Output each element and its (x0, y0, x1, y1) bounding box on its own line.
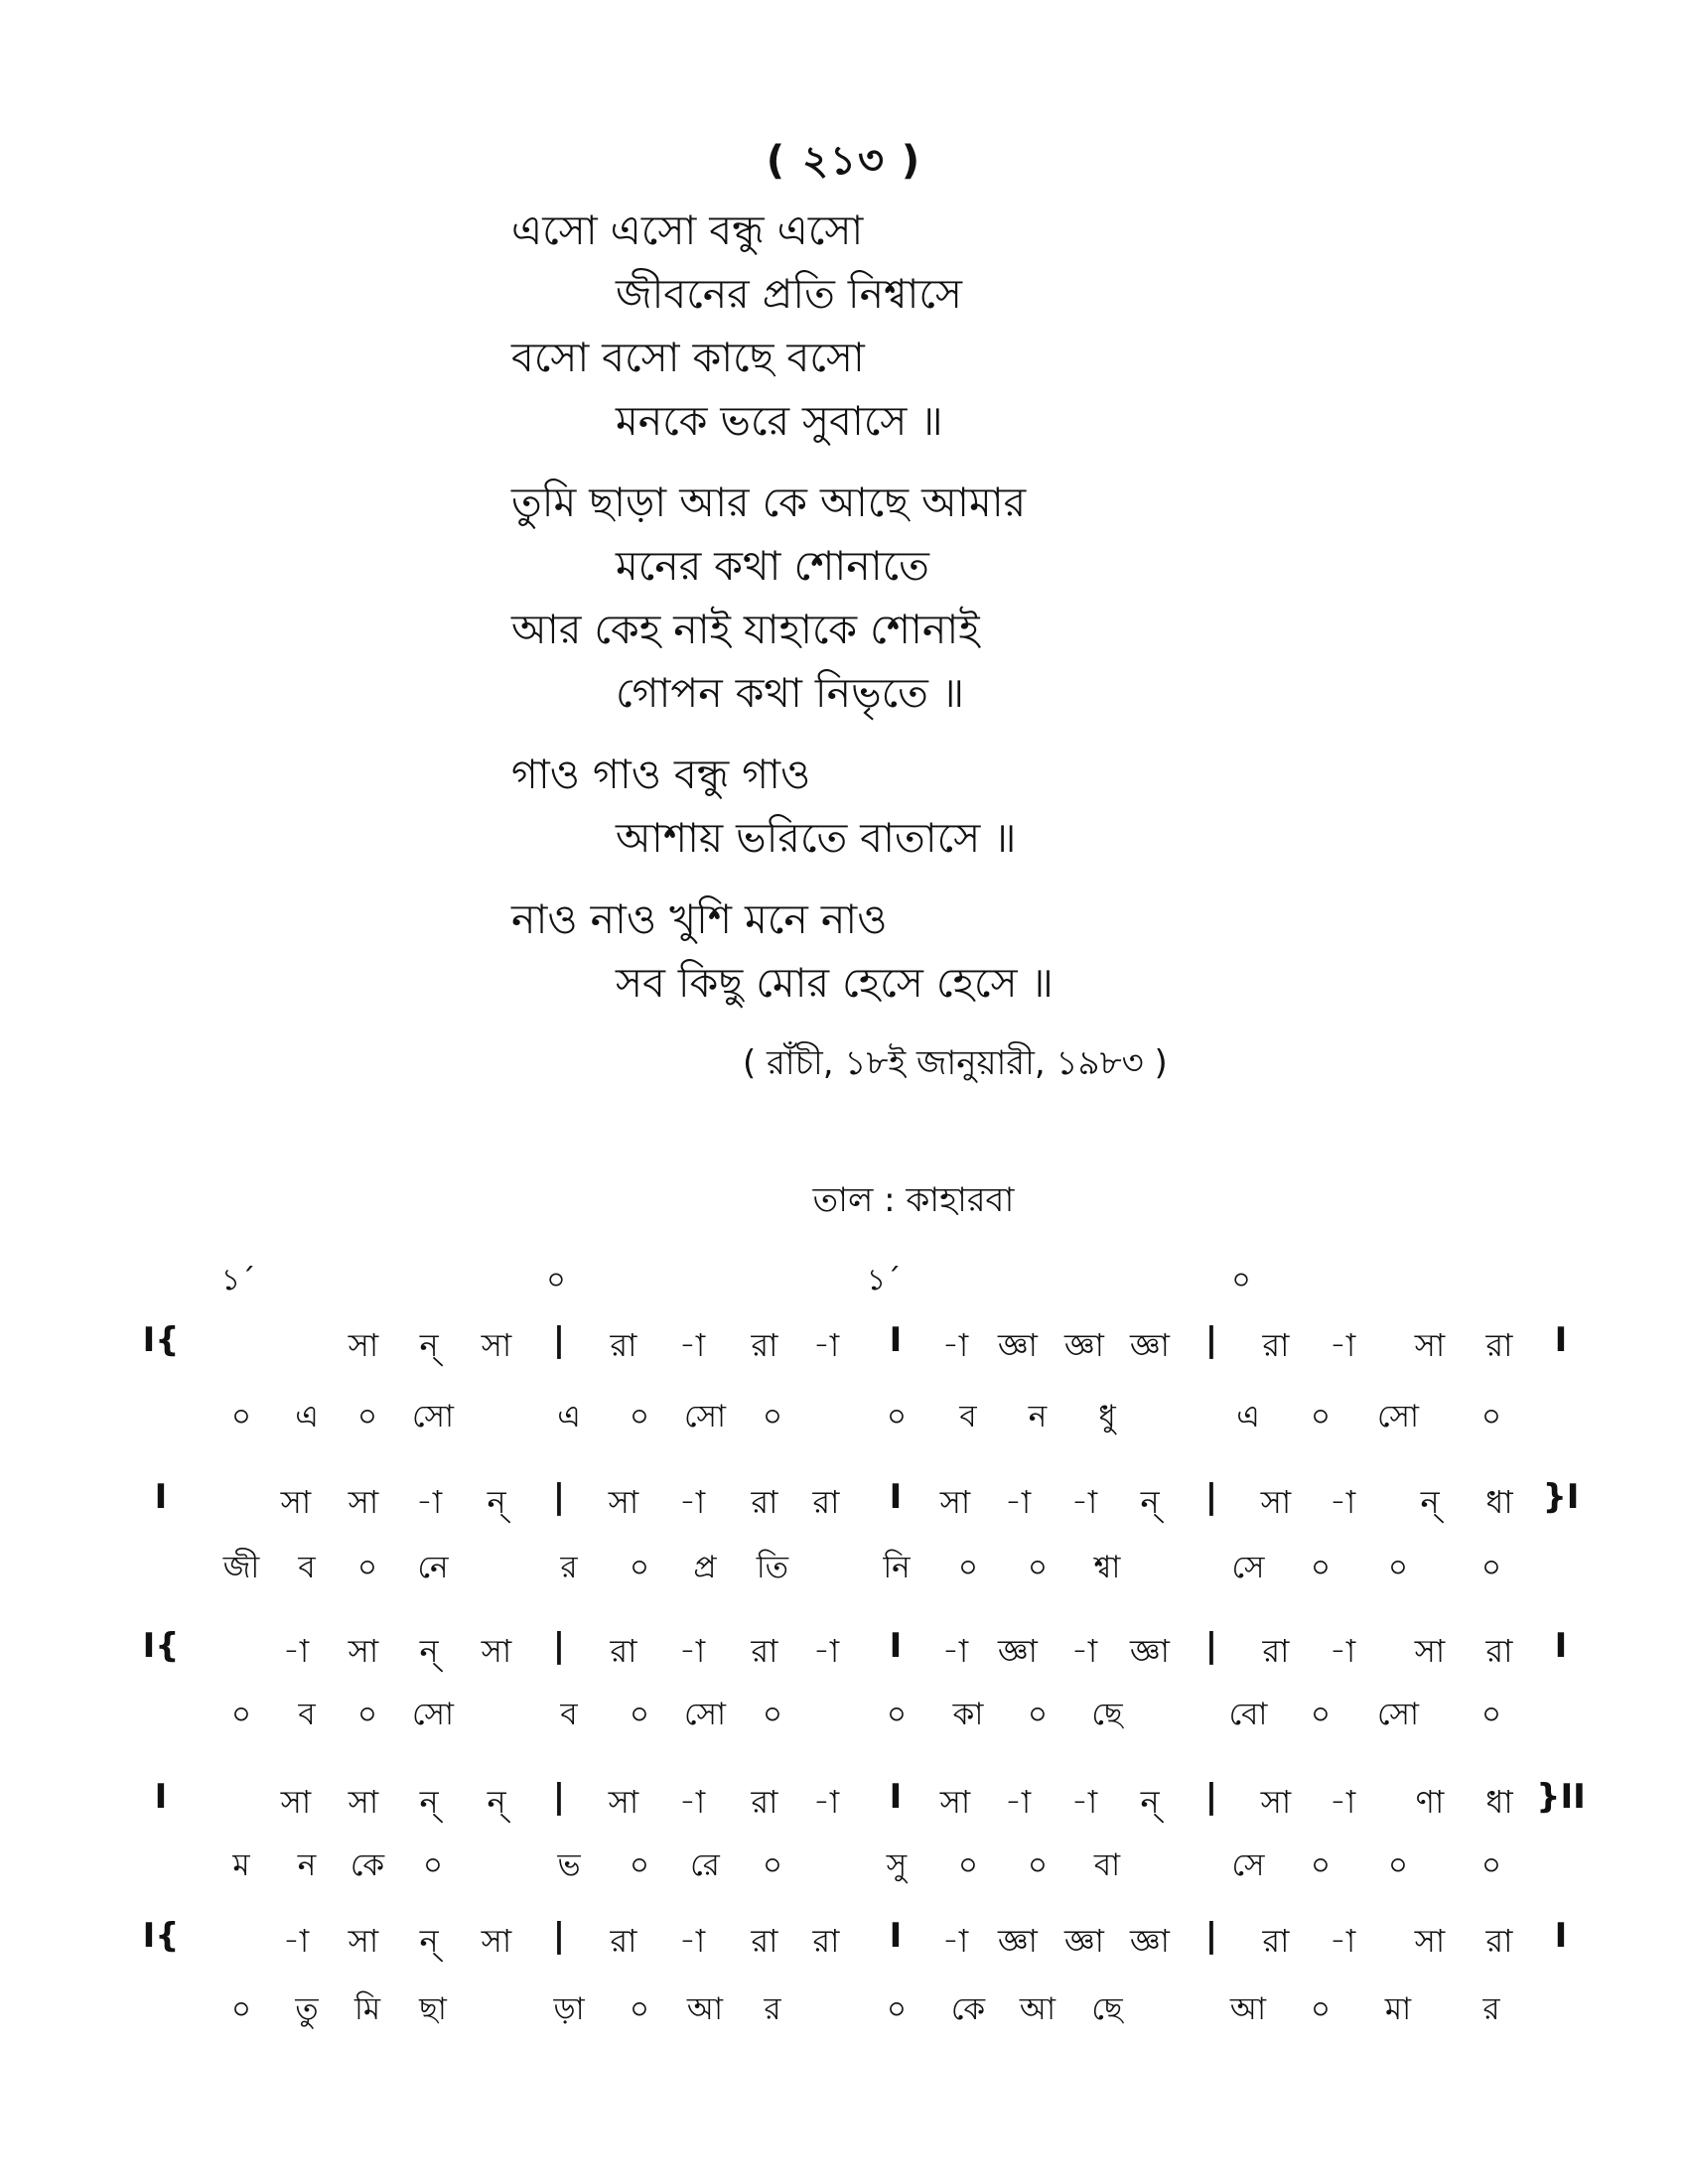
lyric-syllable: ০ (1310, 1991, 1332, 2027)
swara-note: -া (415, 1483, 443, 1521)
swara-note: -া (1070, 1632, 1098, 1670)
swara-note: ন্ (419, 1326, 439, 1364)
swara-note: সা (481, 1326, 512, 1364)
lyric-syllable: র (560, 1550, 578, 1585)
lyric-syllable: ০ (762, 1697, 783, 1732)
lyric-syllable: কা (952, 1697, 984, 1732)
lyric-syllable: ড়া (553, 1991, 585, 2027)
swara-note: সা (608, 1783, 639, 1821)
swara-note: ন্ (487, 1783, 506, 1821)
barline: | (1204, 1777, 1218, 1817)
swara-note: রা (1262, 1632, 1290, 1670)
barline: | (552, 1916, 566, 1956)
swara-note: জ্ঞা (1064, 1326, 1104, 1364)
swara-note: সা (1414, 1632, 1446, 1670)
swara-note: রা (751, 1632, 778, 1670)
lyric-syllable: ব (298, 1550, 316, 1585)
barline: I (1554, 1626, 1568, 1666)
barline: I (889, 1777, 903, 1817)
lyric-syllable: ০ (1387, 1847, 1409, 1883)
barline: I (889, 1916, 903, 1956)
swara-note: সা (280, 1783, 312, 1821)
lyric-syllable: ০ (1480, 1399, 1502, 1434)
dateline: ( রাঁচী, ১৮ই জানুয়ারী, ১৯৮৩ ) (743, 1043, 1168, 1083)
swara-note: -া (678, 1632, 706, 1670)
lyric-syllable: ০ (230, 1399, 252, 1434)
lyric-syllable: ০ (1310, 1847, 1332, 1883)
taal-heading (0, 1174, 1489, 1231)
lyric-syllable: প্র (693, 1550, 717, 1585)
lyric-syllable: সো (1376, 1399, 1420, 1434)
swara-note: ধা (1485, 1483, 1513, 1521)
lyric-syllable: শ্বা (1093, 1550, 1121, 1585)
lyric-syllable: তি (756, 1550, 789, 1585)
barline: | (1204, 1477, 1218, 1517)
stanza (511, 471, 1504, 725)
lyric-syllable: র (1482, 1991, 1500, 2027)
swara-note: সা (608, 1483, 639, 1521)
lyric-syllable: সু (886, 1847, 908, 1883)
swara-note: -া (1329, 1483, 1356, 1521)
lyric-syllable: ম (232, 1847, 250, 1883)
lyric-syllable: ০ (886, 1399, 908, 1434)
swara-note: -া (812, 1632, 840, 1670)
lyric-syllable: এ (557, 1399, 581, 1434)
lyric-syllable: ন (1028, 1399, 1048, 1434)
lyric-syllable: ০ (1480, 1697, 1502, 1732)
lyric-syllable: জী (222, 1550, 260, 1585)
poem-line: মনকে ভরে সুবাসে ॥ (616, 397, 943, 445)
lyric-syllable: র (764, 1991, 781, 2027)
barline: | (552, 1320, 566, 1360)
swara-note: সা (1260, 1783, 1292, 1821)
swara-note: জ্ঞা (1130, 1922, 1170, 1960)
lyric-syllable: ০ (1310, 1399, 1332, 1434)
poem-line: নাও নাও খুশি মনে নাও (511, 895, 888, 943)
beat-marker: ০ (546, 1263, 566, 1297)
lyric-syllable: তু (295, 1991, 319, 2027)
swara-note: ধা (1485, 1783, 1513, 1821)
swara-note: -া (941, 1922, 969, 1960)
swara-note: ন্ (487, 1483, 506, 1521)
lyric-syllable: সো (1376, 1697, 1420, 1732)
lyric-syllable: ০ (230, 1991, 252, 2027)
lyric-syllable: রে (690, 1847, 720, 1883)
page-number: ( ২১৩ ) (766, 138, 922, 184)
barline: I{ (142, 1916, 180, 1956)
swara-note: ন্ (1420, 1483, 1440, 1521)
lyric-syllable: এ (295, 1399, 319, 1434)
stanza (511, 743, 1504, 870)
swara-note: ন্ (1140, 1783, 1160, 1821)
lyric-syllable: ০ (957, 1847, 979, 1883)
barline: I (154, 1777, 168, 1817)
swara-note: রা (1262, 1326, 1290, 1364)
barline: }I (1542, 1477, 1580, 1517)
swara-note: সা (1414, 1326, 1446, 1364)
lyric-syllable: ০ (1027, 1847, 1049, 1883)
taal-label: তাল : কাহারবা (812, 1180, 1015, 1220)
lyric-syllable: ছে (1091, 1991, 1123, 2027)
lyric-syllable: নি (883, 1550, 911, 1585)
lyric-syllable: ০ (356, 1697, 378, 1732)
swara-note: রা (812, 1922, 840, 1960)
swara-note: সা (348, 1783, 379, 1821)
lyric-syllable: আ (686, 1991, 724, 2027)
swara-note: -া (282, 1922, 310, 1960)
lyric-syllable: ধু (1098, 1399, 1116, 1434)
lyric-syllable: ব (560, 1697, 578, 1732)
lyric-syllable: ব (959, 1399, 977, 1434)
lyric-syllable: ০ (356, 1550, 378, 1585)
swara-note: রা (751, 1326, 778, 1364)
swara-note: রা (1485, 1632, 1513, 1670)
lyric-syllable: ০ (886, 1991, 908, 2027)
swara-note: জ্ঞা (1130, 1632, 1170, 1670)
swara-note: -া (678, 1783, 706, 1821)
poem-line: আশায় ভরিতে বাতাসে ॥ (616, 814, 1017, 862)
lyric-syllable: আ (1019, 1991, 1056, 2027)
poem-line: বসো বসো কাছে বসো (511, 334, 865, 381)
swara-note: সা (1414, 1922, 1446, 1960)
swara-note: রা (610, 1326, 637, 1364)
barline: I (154, 1477, 168, 1517)
swara-note: সা (348, 1326, 379, 1364)
lyric-syllable: ০ (1387, 1550, 1409, 1585)
poem-line: গাও গাও বন্ধু গাও (511, 751, 811, 798)
barline: | (552, 1777, 566, 1817)
swara-note: সা (348, 1922, 379, 1960)
beat-marker: ০ (1231, 1263, 1251, 1297)
lyric-syllable: এ (1236, 1399, 1260, 1434)
lyric-syllable: মা (1384, 1991, 1412, 2027)
lyric-syllable: ০ (230, 1697, 252, 1732)
swara-note: সা (481, 1632, 512, 1670)
swara-note: সা (939, 1483, 971, 1521)
swara-note: রা (610, 1922, 637, 1960)
barline: | (1204, 1320, 1218, 1360)
barline: I (889, 1477, 903, 1517)
lyric-syllable: ০ (629, 1550, 650, 1585)
lyric-syllable: ছা (419, 1991, 447, 2027)
lyric-syllable: ০ (629, 1991, 650, 2027)
swara-note: ন্ (419, 1922, 439, 1960)
lyric-syllable: ০ (629, 1847, 650, 1883)
swara-note: ন্ (419, 1632, 439, 1670)
poem-line: তুমি ছাড়া আর কে আছে আমার (511, 478, 1027, 526)
poem-line: সব কিছু মোর হেসে হেসে ॥ (616, 959, 1054, 1007)
barline: I (889, 1320, 903, 1360)
lyric-syllable: ভ (557, 1847, 581, 1883)
lyric-syllable: মি (353, 1991, 381, 2027)
barline: I (1554, 1916, 1568, 1956)
barline: I (1554, 1320, 1568, 1360)
swara-note: -া (812, 1326, 840, 1364)
poem-line: এসো এসো বন্ধু এসো (511, 206, 864, 254)
lyric-syllable: ০ (1027, 1550, 1049, 1585)
poem-line: মনের কথা শোনাতে (616, 542, 929, 590)
lyric-syllable: সো (411, 1697, 455, 1732)
swara-note: সা (939, 1783, 971, 1821)
barline: I{ (142, 1626, 180, 1666)
lyric-syllable: ০ (1480, 1550, 1502, 1585)
swara-note: -া (678, 1326, 706, 1364)
beat-marker: ১´ (866, 1263, 902, 1297)
barline: | (552, 1477, 566, 1517)
swara-note: জ্ঞা (998, 1922, 1038, 1960)
swara-note: সা (1260, 1483, 1292, 1521)
lyric-syllable: ০ (886, 1697, 908, 1732)
barline: | (1204, 1626, 1218, 1666)
swara-note: রা (751, 1783, 778, 1821)
swara-note: -া (1070, 1783, 1098, 1821)
barline: | (552, 1626, 566, 1666)
swara-note: ন্ (1140, 1483, 1160, 1521)
lyric-syllable: ০ (629, 1399, 650, 1434)
swara-note: -া (1070, 1483, 1098, 1521)
lyric-syllable: আ (1229, 1991, 1267, 2027)
poem-line: আর কেহ নাই যাহাকে শোনাই (511, 606, 980, 653)
lyric-syllable: ০ (1480, 1847, 1502, 1883)
swara-note: ন্ (419, 1783, 439, 1821)
lyric-syllable: ০ (356, 1399, 378, 1434)
swara-note: জ্ঞা (1064, 1922, 1104, 1960)
barline: }II (1536, 1777, 1586, 1817)
swara-note: -া (1329, 1922, 1356, 1960)
swara-note: -া (1004, 1783, 1032, 1821)
lyric-syllable: ছে (1091, 1697, 1123, 1732)
lyric-syllable: কে (950, 1991, 986, 2027)
lyric-syllable: ন (297, 1847, 317, 1883)
barline: | (1204, 1916, 1218, 1956)
swara-note: -া (678, 1483, 706, 1521)
lyric-syllable: ০ (1310, 1550, 1332, 1585)
stanza (511, 887, 1504, 1015)
lyric-syllable: ০ (1310, 1697, 1332, 1732)
lyric-syllable: ০ (762, 1399, 783, 1434)
swara-note: সা (348, 1483, 379, 1521)
swara-note: -া (282, 1632, 310, 1670)
swara-note: -া (1004, 1483, 1032, 1521)
lyric-syllable: ব (298, 1697, 316, 1732)
lyric-syllable: ০ (629, 1697, 650, 1732)
swara-note: -া (812, 1783, 840, 1821)
swara-note: রা (812, 1483, 840, 1521)
swara-note: -া (1329, 1783, 1356, 1821)
swara-note: ণা (1415, 1783, 1445, 1821)
swara-note: -া (1329, 1632, 1356, 1670)
swara-note: রা (610, 1632, 637, 1670)
swara-note: রা (751, 1483, 778, 1521)
lyric-syllable: ০ (1027, 1697, 1049, 1732)
lyric-syllable: বা (1093, 1847, 1121, 1883)
swara-note: -া (941, 1632, 969, 1670)
lyric-syllable: নে (417, 1550, 449, 1585)
lyric-syllable: ০ (957, 1550, 979, 1585)
barline: I{ (142, 1320, 180, 1360)
lyric-syllable: সে (1231, 1847, 1265, 1883)
beat-marker: ১´ (220, 1263, 256, 1297)
lyric-syllable: সো (411, 1399, 455, 1434)
swara-note: জ্ঞা (1130, 1326, 1170, 1364)
stanza (511, 199, 1504, 453)
barline: I (889, 1626, 903, 1666)
swara-note: রা (1485, 1922, 1513, 1960)
poem-line: গোপন কথা নিভৃতে ॥ (616, 669, 965, 717)
swara-note: জ্ঞা (998, 1632, 1038, 1670)
swara-note: সা (481, 1922, 512, 1960)
swara-note: -া (1329, 1326, 1356, 1364)
swara-note: জ্ঞা (998, 1326, 1038, 1364)
lyric-syllable: বো (1228, 1697, 1268, 1732)
swara-note: সা (348, 1632, 379, 1670)
lyric-syllable: সো (683, 1399, 727, 1434)
poem (511, 199, 1504, 1032)
lyric-syllable: ০ (422, 1847, 444, 1883)
swara-note: -া (678, 1922, 706, 1960)
swara-note: রা (1485, 1326, 1513, 1364)
swara-note: -া (941, 1326, 969, 1364)
lyric-syllable: ০ (762, 1847, 783, 1883)
lyric-syllable: সো (683, 1697, 727, 1732)
lyric-syllable: কে (350, 1847, 385, 1883)
swara-note: রা (1262, 1922, 1290, 1960)
poem-line: জীবনের প্রতি নিশ্বাসে (616, 270, 962, 318)
lyric-syllable: সে (1231, 1550, 1265, 1585)
swara-note: রা (751, 1922, 778, 1960)
swara-note: সা (280, 1483, 312, 1521)
